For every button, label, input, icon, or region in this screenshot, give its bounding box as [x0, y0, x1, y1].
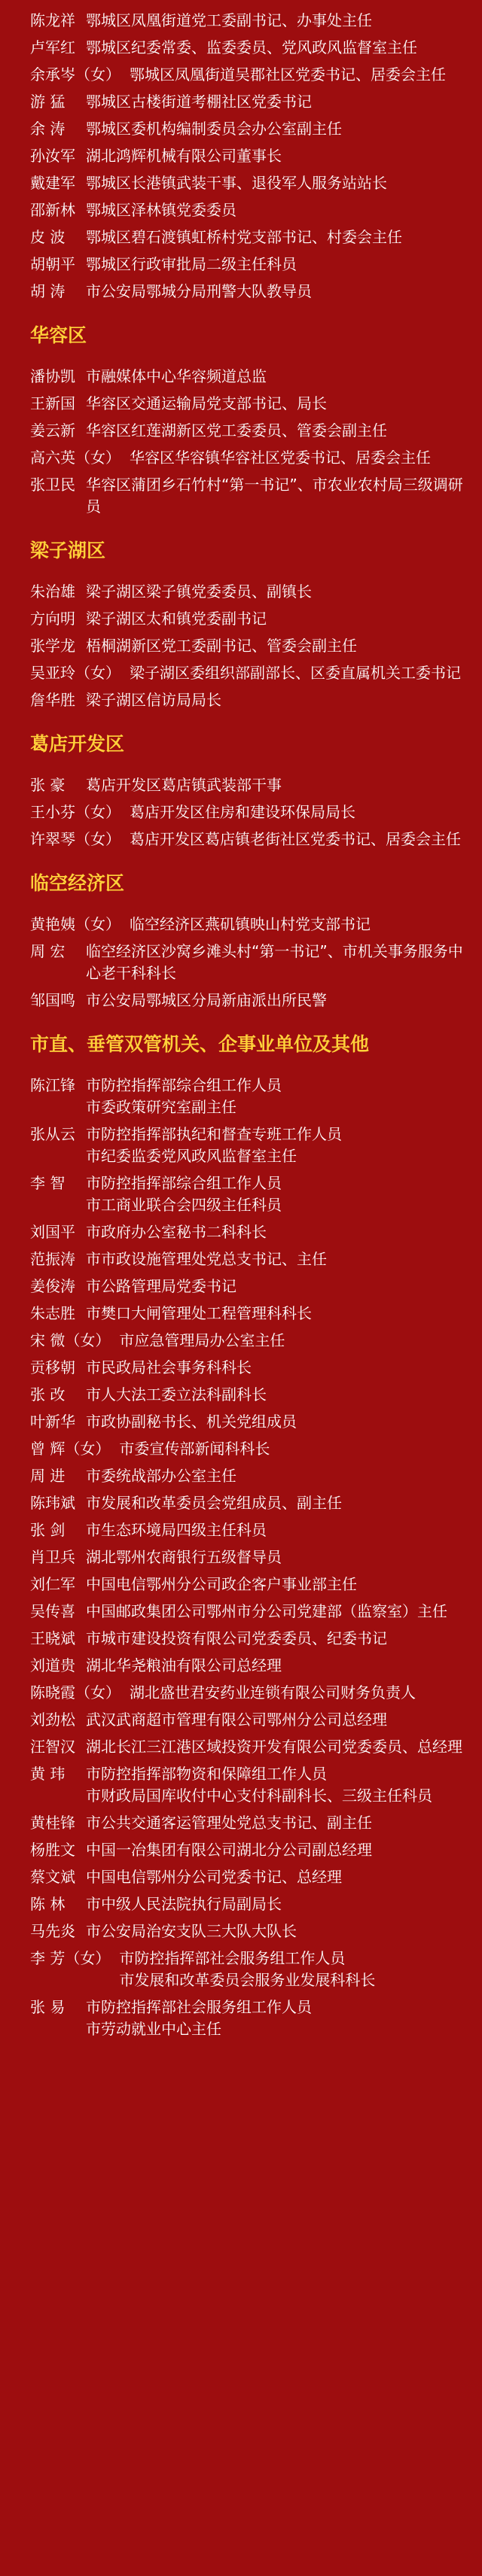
position-line: 梁子湖区梁子镇党委委员、副镇长 [86, 582, 312, 601]
position-line: 鄂城区长港镇武装干事、退役军人服务站站长 [86, 174, 387, 192]
honoree-name: 王小芬（女） [30, 803, 120, 821]
position-line: 中国电信鄂州分公司政企客户事业部主任 [86, 1575, 357, 1593]
position-line: 市政府办公室秘书二科科长 [86, 1223, 267, 1241]
honoree-entry [30, 91, 476, 113]
honoree-position [86, 118, 476, 140]
honoree-entry [30, 801, 476, 823]
honoree-position [86, 1124, 476, 1167]
position-line: 市防控指挥部社会服务组工作人员 [86, 1998, 312, 2016]
honoree-position [86, 1384, 476, 1406]
position-line: 华容区红莲湖新区党工委委员、管委会副主任 [86, 421, 387, 439]
honoree-entry [30, 1248, 476, 1270]
honoree-entry [30, 64, 476, 86]
position-line: 市防控指挥部综合组工作人员 [86, 1174, 282, 1192]
position-line: 市公路管理局党委书记 [86, 1277, 236, 1295]
honoree-entry [30, 1124, 476, 1167]
honoree-position [130, 662, 476, 684]
honoree-position [130, 801, 476, 823]
honoree-entry [30, 1655, 476, 1677]
honoree-position [86, 1601, 476, 1623]
honoree-position [86, 366, 476, 388]
honoree-name: 张 改 [30, 1385, 66, 1404]
honoree-position [86, 37, 476, 59]
position-line-secondary: 市委政策研究室副主任 [86, 1098, 236, 1116]
honoree-entry [30, 1812, 476, 1834]
honoree-entry [30, 1997, 476, 2040]
honoree-position [86, 1812, 476, 1834]
honoree-position [86, 581, 476, 603]
section-4 [30, 870, 476, 1011]
honoree-entry [30, 10, 476, 32]
position-line: 湖北鸿辉机械有限公司董事长 [86, 147, 282, 165]
honoree-name: 刘道贵 [30, 1656, 75, 1674]
position-line: 市委统战部办公室主任 [86, 1467, 236, 1485]
honoree-name: 周 进 [30, 1467, 66, 1485]
honoree-name: 方向明 [30, 610, 75, 628]
honoree-entry [30, 199, 476, 221]
section-title: 华容区 [30, 324, 87, 346]
honoree-entry [30, 1893, 476, 1915]
position-line: 市樊口大闸管理处工程管理科科长 [86, 1304, 312, 1322]
honoree-entry [30, 581, 476, 603]
honoree-name: 王新国 [30, 394, 75, 412]
honoree-name: 詹华胜 [30, 691, 75, 709]
position-line: 梁子湖区信访局局长 [86, 691, 221, 709]
position-line-secondary: 市纪委监委党风政风监督室主任 [86, 1147, 297, 1165]
honoree-name: 余承岑（女） [30, 65, 120, 84]
position-line: 市生态环境局四级主任科员 [86, 1521, 267, 1539]
honoree-name: 王晓斌 [30, 1629, 75, 1647]
honoree-entry [30, 1628, 476, 1650]
honoree-entry [30, 474, 476, 518]
honoree-name: 胡 涛 [30, 282, 66, 300]
position-line: 梧桐湖新区党工委副书记、管委会副主任 [86, 637, 357, 655]
honoree-position [119, 1438, 476, 1460]
honoree-entry [30, 447, 476, 469]
honoree-position [86, 1921, 476, 1942]
honoree-entry [30, 1384, 476, 1406]
honoree-name: 蔡文斌 [30, 1868, 75, 1886]
honoree-entry [30, 1574, 476, 1595]
honoree-position [86, 1655, 476, 1677]
honoree-name: 张 剑 [30, 1521, 66, 1539]
section-5 [30, 1031, 476, 2040]
position-line: 市防控指挥部社会服务组工作人员 [119, 1949, 346, 1967]
honoree-position [86, 1357, 476, 1379]
honoree-name: 陈江锋 [30, 1076, 75, 1094]
honoree-position [86, 608, 476, 630]
honoree-entry [30, 172, 476, 194]
position-line: 鄂城区行政审批局二级主任科员 [86, 255, 297, 273]
position-line: 市市政设施管理处党总支书记、主任 [86, 1250, 327, 1268]
honoree-position [86, 420, 476, 442]
position-line: 市防控指挥部综合组工作人员 [86, 1076, 282, 1094]
position-line: 梁子湖区太和镇党委副书记 [86, 610, 267, 628]
honoree-name: 戴建军 [30, 174, 75, 192]
position-line-secondary: 市发展和改革委员会服务业发展科科长 [119, 1971, 376, 1989]
honoree-name: 张学龙 [30, 637, 75, 655]
honoree-position [86, 941, 476, 984]
honoree-entry [30, 1330, 476, 1352]
honoree-position [86, 254, 476, 275]
position-line: 湖北鄂州农商银行五级督导员 [86, 1548, 282, 1566]
honoree-entry [30, 37, 476, 59]
honoree-name: 陈玮斌 [30, 1494, 75, 1512]
honoree-name: 陈 林 [30, 1895, 66, 1913]
position-line: 市中级人民法院执行局副局长 [86, 1895, 282, 1913]
honoree-entry [30, 1519, 476, 1541]
position-line: 梁子湖区委组织部副部长、区委直属机关工委书记 [130, 664, 461, 682]
honoree-entry [30, 366, 476, 388]
position-line: 市防控指挥部物资和保障组工作人员 [86, 1765, 327, 1783]
position-line: 湖北华尧粮油有限公司总经理 [86, 1656, 282, 1674]
position-line: 鄂城区碧石渡镇虹桥村党支部书记、村委会主任 [86, 228, 402, 246]
honoree-name: 邵新林 [30, 201, 75, 219]
honoree-entry [30, 1866, 476, 1888]
honoree-name: 许翠琴（女） [30, 830, 120, 848]
honoree-name: 姜云新 [30, 421, 75, 439]
honoree-name: 马先炎 [30, 1922, 75, 1940]
honoree-position [86, 281, 476, 303]
position-line: 市政协副秘书长、机关党组成员 [86, 1413, 297, 1431]
position-line: 华容区蒲团乡石竹村“第一书记”、市农业农村局三级调研员 [86, 476, 463, 516]
position-line: 市发展和改革委员会党组成员、副主任 [86, 1494, 342, 1512]
position-line: 中国电信鄂州分公司党委书记、总经理 [86, 1868, 342, 1886]
honoree-entry [30, 1601, 476, 1623]
honoree-position [86, 172, 476, 194]
honoree-position [86, 1519, 476, 1541]
position-line-secondary: 市工商业联合会四级主任科员 [86, 1196, 282, 1214]
position-line: 葛店开发区葛店镇武装部干事 [86, 776, 282, 794]
honoree-entry [30, 1492, 476, 1514]
position-line: 中国邮政集团公司鄂州市分公司党建部（监察室）主任 [86, 1602, 447, 1620]
honoree-position [86, 1736, 476, 1758]
honoree-position [86, 1574, 476, 1595]
honoree-name: 张 豪 [30, 776, 66, 794]
honoree-position [86, 1839, 476, 1861]
honoree-position [130, 64, 476, 86]
position-line: 湖北盛世君安药业连锁有限公司财务负责人 [130, 1683, 416, 1702]
honoree-position [86, 91, 476, 113]
honoree-name: 黄 玮 [30, 1765, 66, 1783]
honoree-entry [30, 1547, 476, 1568]
honoree-position [86, 1709, 476, 1731]
position-line: 市防控指挥部执纪和督查专班工作人员 [86, 1125, 342, 1143]
honoree-position [86, 990, 476, 1011]
honoree-position [130, 447, 476, 469]
position-line: 华容区交通运输局党支部书记、局长 [86, 394, 327, 412]
position-line: 市应急管理局办公室主任 [119, 1331, 285, 1349]
honoree-position [86, 1411, 476, 1433]
honoree-name: 李 芳（女） [30, 1949, 111, 1967]
honoree-entry [30, 1276, 476, 1297]
honoree-name: 高六英（女） [30, 449, 120, 467]
honoree-name: 朱志胜 [30, 1304, 75, 1322]
honoree-name: 陈龙祥 [30, 11, 75, 29]
honoree-name: 曾 辉（女） [30, 1440, 111, 1458]
honoree-name: 黄桂锋 [30, 1814, 75, 1832]
position-line: 湖北长江三江港区域投资开发有限公司党委委员、总经理 [86, 1738, 462, 1756]
honoree-name: 陈晓霞（女） [30, 1683, 120, 1702]
honoree-entry [30, 1709, 476, 1731]
honoree-position [86, 393, 476, 415]
honoree-name: 肖卫兵 [30, 1548, 75, 1566]
section-title: 临空经济区 [30, 872, 125, 894]
position-line: 鄂城区凤凰街道党工委副书记、办事处主任 [86, 11, 372, 29]
section-1 [30, 322, 476, 518]
position-line: 市人大法工委立法科副科长 [86, 1385, 267, 1404]
honoree-position [86, 1763, 476, 1807]
honoree-entry [30, 1465, 476, 1487]
position-line: 鄂城区纪委常委、监委委员、党风政风监督室主任 [86, 38, 417, 56]
honoree-entry [30, 1357, 476, 1379]
honoree-position [130, 829, 476, 850]
honoree-position [86, 1172, 476, 1216]
section-title: 梁子湖区 [30, 540, 106, 561]
section-2 [30, 537, 476, 711]
position-line: 市公安局治安支队三大队大队长 [86, 1922, 297, 1940]
honoree-name: 刘国平 [30, 1223, 75, 1241]
honoree-name: 张从云 [30, 1125, 75, 1143]
honoree-entry [30, 774, 476, 796]
honoree-entry [30, 145, 476, 167]
honoree-entry [30, 1172, 476, 1216]
honoree-name: 黄艳姨（女） [30, 915, 120, 933]
honoree-name: 宋 微（女） [30, 1331, 111, 1349]
honoree-name: 潘协凯 [30, 367, 75, 385]
honoree-entry [30, 1075, 476, 1118]
honoree-position [86, 1221, 476, 1243]
honoree-name: 卢军红 [30, 38, 75, 56]
honoree-entry [30, 420, 476, 442]
position-line: 华容区华容镇华容社区党委书记、居委会主任 [130, 449, 431, 467]
position-line: 鄂城区泽林镇党委委员 [86, 201, 236, 219]
honoree-name: 孙汝军 [30, 147, 75, 165]
honoree-name: 范振涛 [30, 1250, 75, 1268]
section-0 [30, 0, 476, 303]
honoree-position [86, 1547, 476, 1568]
section-title: 市直、垂管双管机关、企事业单位及其他 [30, 1033, 370, 1055]
honoree-entry [30, 1763, 476, 1807]
honoree-entry [30, 829, 476, 850]
honoree-entry [30, 914, 476, 935]
honoree-position [86, 1866, 476, 1888]
position-line: 市公共交通客运管理处党总支书记、副主任 [86, 1814, 372, 1832]
honoree-position [86, 1997, 476, 2040]
position-line-secondary: 市劳动就业中心主任 [86, 2020, 221, 2038]
honoree-entry [30, 635, 476, 657]
position-line-secondary: 市财政局国库收付中心支付科副科长、三级主任科员 [86, 1787, 432, 1805]
honoree-name: 李 智 [30, 1174, 66, 1192]
honoree-name: 吴传喜 [30, 1602, 75, 1620]
honoree-name: 皮 波 [30, 228, 66, 246]
position-line: 市委宣传部新闻科科长 [119, 1440, 270, 1458]
position-line: 市公安局鄂城分局刑警大队教导员 [86, 282, 312, 300]
honoree-position [86, 1492, 476, 1514]
honoree-position [86, 1893, 476, 1915]
honoree-position [130, 914, 476, 935]
honoree-entry [30, 1682, 476, 1704]
honoree-position [86, 199, 476, 221]
honoree-entry [30, 281, 476, 303]
section-title: 葛店开发区 [30, 733, 125, 755]
position-line: 市公安局鄂城区分局新庙派出所民警 [86, 991, 327, 1009]
honoree-entry [30, 1948, 476, 1991]
honoree-position [119, 1330, 476, 1352]
position-line: 武汉武商超市管理有限公司鄂州分公司总经理 [86, 1711, 387, 1729]
honoree-entry [30, 1736, 476, 1758]
honoree-position [86, 635, 476, 657]
honoree-position [119, 1948, 476, 1991]
honoree-entry [30, 254, 476, 275]
section-3 [30, 731, 476, 850]
honoree-entry [30, 1303, 476, 1324]
honoree-name: 周 宏 [30, 942, 66, 960]
honoree-position [86, 1075, 476, 1118]
honoree-entry [30, 1839, 476, 1861]
honoree-entry [30, 1921, 476, 1942]
honoree-position [86, 1303, 476, 1324]
position-line: 葛店开发区住房和建设环保局局长 [130, 803, 355, 821]
honoree-position [86, 1628, 476, 1650]
honoree-name: 刘仁军 [30, 1575, 75, 1593]
honoree-position [86, 774, 476, 796]
honoree-name: 吴亚玲（女） [30, 664, 120, 682]
honoree-entry [30, 227, 476, 248]
honoree-entry [30, 1221, 476, 1243]
position-line: 市民政局社会事务科科长 [86, 1358, 252, 1376]
honoree-entry [30, 393, 476, 415]
honoree-position [86, 689, 476, 711]
honoree-position [86, 474, 476, 518]
honoree-name: 余 涛 [30, 120, 66, 138]
honoree-entry [30, 608, 476, 630]
honoree-name: 汪智汉 [30, 1738, 75, 1756]
position-line: 临空经济区燕矶镇映山村党支部书记 [130, 915, 371, 933]
honoree-name: 张卫民 [30, 476, 75, 494]
position-line: 鄂城区凤凰街道吴郡社区党委书记、居委会主任 [130, 65, 446, 84]
honoree-name: 杨胜文 [30, 1841, 75, 1859]
honoree-name: 刘劲松 [30, 1711, 75, 1729]
honoree-position [86, 10, 476, 32]
honoree-position [86, 1465, 476, 1487]
honoree-name: 姜俊涛 [30, 1277, 75, 1295]
position-line: 葛店开发区葛店镇老街社区党委书记、居委会主任 [130, 830, 461, 848]
honoree-position [86, 1276, 476, 1297]
honoree-position [86, 1248, 476, 1270]
position-line: 鄂城区委机构编制委员会办公室副主任 [86, 120, 342, 138]
position-line: 市融媒体中心华容频道总监 [86, 367, 267, 385]
honoree-name: 张 易 [30, 1998, 66, 2016]
honoree-name: 叶新华 [30, 1413, 75, 1431]
honoree-entry [30, 689, 476, 711]
honoree-position [130, 1682, 476, 1704]
position-line: 市城市建设投资有限公司党委委员、纪委书记 [86, 1629, 387, 1647]
honoree-name: 邹国鸣 [30, 991, 75, 1009]
honoree-entry [30, 1411, 476, 1433]
honoree-name: 胡朝平 [30, 255, 75, 273]
honoree-position [86, 227, 476, 248]
honoree-entry [30, 1438, 476, 1460]
honoree-position [86, 145, 476, 167]
honoree-name: 游 猛 [30, 93, 66, 111]
honoree-name: 贡移朝 [30, 1358, 75, 1376]
position-line: 中国一冶集团有限公司湖北分公司副总经理 [86, 1841, 372, 1859]
honoree-name: 朱治雄 [30, 582, 75, 601]
position-line: 临空经济区沙窝乡滩头村“第一书记”、市机关事务服务中心老干科科长 [86, 942, 463, 982]
honoree-entry [30, 990, 476, 1011]
honoree-entry [30, 118, 476, 140]
honoree-entry [30, 941, 476, 984]
honoree-entry [30, 662, 476, 684]
position-line: 鄂城区古楼街道考棚社区党委书记 [86, 93, 312, 111]
